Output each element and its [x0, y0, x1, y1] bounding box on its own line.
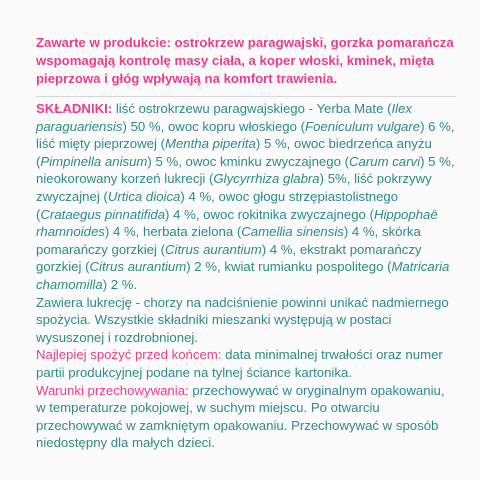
ingredient-text: ) 4 %, skórka pomarańczy gorzkiej ( — [36, 224, 421, 257]
botanical-name: Urtica dioica — [107, 188, 181, 204]
ingredient-text: ) 4 %, herbata zielona ( — [104, 224, 242, 240]
ingredient-text: ) 6 %, liść mięty pieprzowej ( — [36, 118, 455, 152]
ingredient-text: ) 50 %, owoc kopru włoskiego ( — [122, 118, 306, 134]
ingredient-text: ) 2 %. — [102, 276, 138, 292]
ingredient-text: ) 4 %, owoc głogu strzępiastolistnego ( — [36, 188, 399, 222]
botanical-name: Citrus aurantium — [165, 241, 262, 257]
ingredient-text: ) 5 %, owoc kminku zwyczajnego ( — [147, 153, 349, 169]
botanical-name: Foeniculum vulgare — [305, 118, 421, 134]
best-before-text: data minimalnej trwałości oraz numer partii produkcyjnej podane na tylnej ściance kartonika. — [36, 347, 443, 380]
divider — [36, 96, 456, 97]
ingredients-label: SKŁADNIKI: — [36, 101, 113, 116]
ingredient-text: ) 4 %, owoc rokitnika zwyczajnego ( — [165, 206, 374, 222]
botanical-name: Matricaria chamomilla — [36, 259, 450, 292]
ingredients-list — [36, 101, 455, 292]
storage-label: Warunki przechowywania: — [36, 382, 189, 398]
ingredient-text: ) 5%, liść pokrzywy zwyczajnej ( — [36, 171, 432, 204]
storage-section — [36, 382, 456, 452]
best-before-section — [36, 346, 456, 381]
product-claim: Zawarte w produkcie: ostrokrzew paragwajski, gorzka pomarańcza wspomagają kontrolę masy ciała, a koper włoski, kminek, mięta pieprzowa i głóg wpływają na komfort trawienia. — [36, 35, 454, 86]
ingredient-text: ) 5 %, nieokorowany korzeń lukrecji ( — [36, 153, 455, 187]
botanical-name: Citrus aurantium — [89, 259, 187, 275]
botanical-name: Mentha piperita — [164, 136, 256, 152]
ingredient-text: ) 4 %, ekstrakt pomarańczy gorzkiej ( — [36, 241, 422, 275]
best-before-label: Najlepiej spożyć przed końcem: — [36, 347, 222, 363]
ingredient-text: ) 2 %, kwiat rumianku pospolitego ( — [186, 259, 392, 275]
ingredients-section — [36, 100, 456, 294]
ingredient-text: liść ostrokrzewu paragwajskiego - Yerba Mate ( — [112, 101, 392, 116]
botanical-name: Ilex paraguariensis — [36, 101, 412, 134]
botanical-name: Carum carvi — [348, 153, 421, 169]
ingredient-text: ) 5 %, owoc biedrzeńca anyżu ( — [36, 136, 432, 169]
licorice-warning: Zawiera lukrecję - chorzy na nadciśnienie powinni unikać nadmiernego spożycia. Wszystkie składniki mieszanki występują w postaci wysuszonej i rozdrobnionej. — [36, 294, 449, 345]
botanical-name: Glycyrrhiza glabra — [213, 171, 320, 187]
botanical-name: Camellia sinensis — [241, 224, 344, 240]
storage-text: przechowywać w oryginalnym opakowaniu, w temperaturze pokojowej, w suchym miejscu. Po otwarciu przechowywać w zamkniętym opakowaniu. Przechowywać w sposób niedostępny dla małych dzieci. — [36, 382, 445, 451]
botanical-name: Pimpinella anisum — [40, 153, 148, 169]
botanical-name: Hippophaë rhamnoides — [36, 206, 438, 240]
botanical-name: Crataegus pinnatifida — [40, 206, 166, 222]
